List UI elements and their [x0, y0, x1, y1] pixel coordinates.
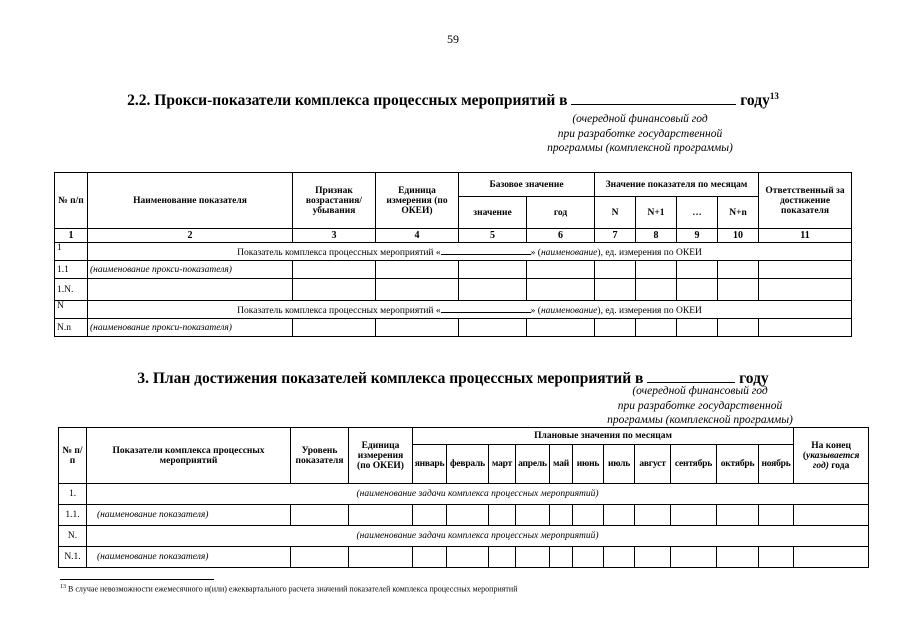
end-suffix: года: [828, 460, 850, 471]
table-row: [55, 301, 852, 319]
header-num: № п/п: [55, 173, 88, 229]
section-2-title: [0, 90, 906, 110]
row-num: N.: [59, 526, 87, 547]
row-num: 1.1: [55, 261, 88, 279]
header-end: [794, 428, 869, 484]
indicator-row-text: [88, 243, 852, 261]
header-monthly: Значение показателя по месяцам: [595, 173, 759, 197]
proxy-indicators-table: [54, 172, 852, 337]
section-2-title-text: 2.2. Прокси-показатели комплекса процессных мероприятий в: [127, 92, 568, 109]
col-number: 8: [636, 229, 677, 243]
header-responsible: Ответственный за достижение показателя: [759, 173, 852, 229]
table-row: [55, 319, 852, 337]
month-header: февраль: [447, 445, 489, 484]
header-name: Показатели комплекса процессных мероприятий: [87, 428, 291, 484]
plan-table: [58, 427, 869, 568]
section-2-hint: [510, 112, 770, 156]
page-number: 59: [447, 32, 459, 46]
indicator-row-text: [88, 301, 852, 319]
table-row: [59, 547, 869, 568]
row-label: [88, 279, 293, 301]
header-plan: Плановые значения по месяцам: [413, 428, 794, 445]
section-3-title-text: 3. План достижения показателей комплекса процессных мероприятий в: [137, 370, 644, 387]
name-blank: [441, 303, 531, 313]
month-header: январь: [413, 445, 447, 484]
task-row-text: (наименование задачи комплекса процессных мероприятий): [87, 484, 869, 505]
hint-line: программы (комплексной программы): [547, 142, 733, 154]
row-label: (наименование показателя): [87, 505, 291, 526]
footnote-number: 13: [60, 584, 66, 590]
indicator-italic: наименование: [540, 248, 598, 258]
row-num: 1.N.: [55, 279, 88, 301]
row-num: N: [55, 301, 88, 319]
footnote-separator: [60, 579, 214, 580]
col-number: 5: [459, 229, 527, 243]
month-header: апрель: [516, 445, 550, 484]
section-3-title-suffix: году: [739, 370, 769, 387]
indicator-mid: » (: [530, 306, 541, 316]
col-number: 1: [55, 229, 88, 243]
header-level: Уровень показателя: [291, 428, 349, 484]
header-base-year: год: [527, 197, 595, 229]
hint-line: (очередной финансовый год: [572, 113, 708, 125]
section-2-title-suffix: году: [740, 92, 770, 109]
hint-line: программы (комплексной программы): [607, 414, 793, 426]
row-num: N.n: [55, 319, 88, 337]
header-month-n: N: [595, 197, 636, 229]
header-base-value: значение: [459, 197, 527, 229]
year-blank: [571, 90, 736, 105]
header-unit: Единица измерения (по ОКЕИ): [376, 173, 459, 229]
row-num: 1.1.: [59, 505, 87, 526]
table-row: [59, 526, 869, 547]
indicator-italic: наименование: [540, 306, 598, 316]
header-num: № п/п: [59, 428, 87, 484]
table-row: [59, 505, 869, 526]
indicator-prefix: Показатель комплекса процессных мероприятий «: [237, 306, 441, 316]
indicator-suffix: ), ед. измерения по ОКЕИ: [597, 248, 702, 258]
month-header: ноябрь: [759, 445, 794, 484]
col-number: 11: [759, 229, 852, 243]
month-header: сентябрь: [671, 445, 717, 484]
end-prefix: На конец (: [802, 440, 851, 461]
header-month-ellipsis: …: [677, 197, 718, 229]
end-italic: указывается год): [805, 450, 860, 471]
row-num: N.1.: [59, 547, 87, 568]
month-header: июнь: [573, 445, 604, 484]
row-num: 1: [55, 243, 88, 261]
header-sign: Признак возрастания/ убывания: [293, 173, 376, 229]
col-number: 6: [527, 229, 595, 243]
col-number: 7: [595, 229, 636, 243]
row-label: (наименование прокси-показателя): [88, 319, 293, 337]
hint-line: при разработке государственной: [617, 399, 783, 412]
header-name: Наименование показателя: [88, 173, 293, 229]
table-row: [59, 484, 869, 505]
hint-line: при разработке государственной: [557, 127, 723, 140]
month-header: март: [489, 445, 516, 484]
footnote-text: В случае невозможности ежемесячного и(или) ежеквартального расчета значений показателей комплекса процессных мероприятий: [68, 584, 518, 594]
month-header: август: [635, 445, 671, 484]
col-number: 4: [376, 229, 459, 243]
footnote-ref: 13: [769, 90, 779, 101]
col-number: 2: [88, 229, 293, 243]
task-row-text: (наименование задачи комплекса процессных мероприятий): [87, 526, 869, 547]
month-header: октябрь: [717, 445, 759, 484]
table-row: [55, 243, 852, 261]
col-number: 10: [718, 229, 759, 243]
section-3-hint: [570, 384, 830, 428]
footnote: [60, 584, 517, 594]
header-unit: Единица измерения (по ОКЕИ): [349, 428, 413, 484]
indicator-prefix: Показатель комплекса процессных мероприятий «: [237, 248, 441, 258]
indicator-mid: » (: [530, 248, 541, 258]
hint-line: (очередной финансовый год: [632, 385, 768, 397]
month-header: май: [550, 445, 573, 484]
row-label: (наименование прокси-показателя): [88, 261, 293, 279]
month-header: июль: [604, 445, 635, 484]
header-month-nn: N+n: [718, 197, 759, 229]
row-num: 1.: [59, 484, 87, 505]
table-row: [55, 279, 852, 301]
table-row: [55, 261, 852, 279]
year-blank: [647, 368, 735, 383]
col-number: 3: [293, 229, 376, 243]
name-blank: [441, 245, 531, 255]
header-month-n1: N+1: [636, 197, 677, 229]
header-base: Базовое значение: [459, 173, 595, 197]
col-number: 9: [677, 229, 718, 243]
row-label: (наименование показателя): [87, 547, 291, 568]
indicator-suffix: ), ед. измерения по ОКЕИ: [597, 306, 702, 316]
